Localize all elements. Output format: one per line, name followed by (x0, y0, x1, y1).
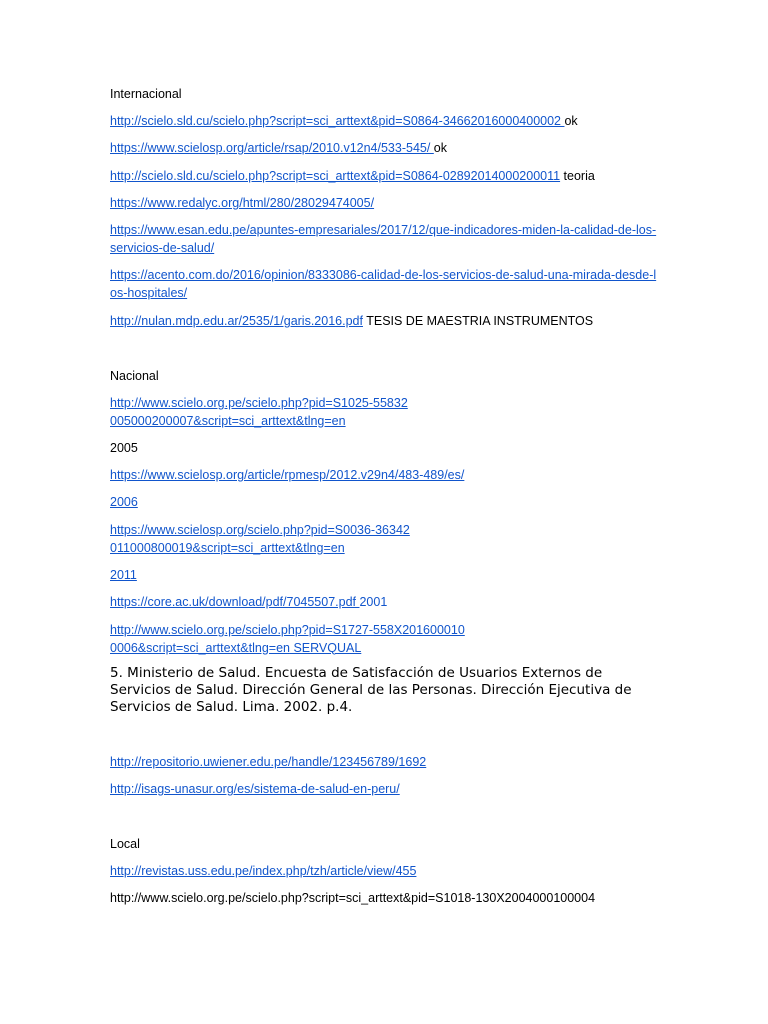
intl-link-1[interactable]: http://scielo.sld.cu/scielo.php?script=sci_arttext&pid=S0864-34662016000400002 (110, 114, 565, 128)
intl-entry-2 (110, 140, 660, 158)
nac-link-2[interactable]: https://www.scielosp.org/article/rpmesp/2012.v29n4/483-489/es/ (110, 468, 465, 482)
intl-note-2: ok (433, 141, 447, 155)
nac-link-1[interactable]: http://www.scielo.org.pe/scielo.php?pid=S1025-55832005000200007&script=sci_arttext&tlng=en (110, 396, 408, 428)
intl-entry-1 (110, 113, 660, 131)
nac-entry-5 (110, 622, 470, 657)
nac-entry-2 (110, 467, 660, 485)
local-entry-1 (110, 863, 660, 881)
intl-note-7: TESIS DE MAESTRIA INSTRUMENTOS (362, 314, 594, 328)
nac-year-4: 2001 (359, 595, 388, 609)
intl-link-3[interactable]: http://scielo.sld.cu/scielo.php?script=sci_arttext&pid=S0864-02892014000200011 (110, 169, 561, 183)
intl-link-6[interactable]: https://acento.com.do/2016/opinion/8333086-calidad-de-los-servicios-de-salud-una-mirada-desde-los-hospitales/ (110, 268, 657, 300)
intl-note-3: teoria (560, 169, 595, 183)
nac-entry-7 (110, 781, 660, 799)
nac-link-7[interactable]: http://isags-unasur.org/es/sistema-de-salud-en-peru/ (110, 782, 400, 796)
intl-link-4[interactable]: https://www.redalyc.org/html/280/28029474005/ (110, 196, 375, 210)
nac-year-2 (110, 494, 660, 512)
heading-internacional: Internacional (110, 87, 182, 101)
nac-year-1: 2005 (110, 441, 138, 455)
local-link-1[interactable]: http://revistas.uss.edu.pe/index.php/tzh/article/view/455 (110, 864, 417, 878)
nac-link-4[interactable]: https://core.ac.uk/download/pdf/7045507.pdf (110, 595, 360, 609)
local-plain-url: http://www.scielo.org.pe/scielo.php?script=sci_arttext&pid=S1018-130X2004000100004 (110, 891, 596, 905)
intl-entry-3 (110, 168, 660, 186)
intl-link-7[interactable]: http://nulan.mdp.edu.ar/2535/1/garis.2016.pdf (110, 314, 363, 328)
nac-year-3 (110, 567, 660, 585)
nac-entry-1 (110, 395, 410, 430)
nac-year-2-link[interactable]: 2006 (110, 495, 138, 509)
nac-entry-4 (110, 594, 660, 612)
nac-link-5[interactable]: http://www.scielo.org.pe/scielo.php?pid=S1727-558X2016000100006&script=sci_arttext&tlng=en (110, 623, 465, 655)
intl-link-2[interactable]: https://www.scielosp.org/article/rsap/2010.v12n4/533-545/ (110, 141, 434, 155)
intl-entry-7 (110, 313, 660, 331)
intl-entry-4 (110, 195, 660, 213)
nac-link-5-note[interactable]: SERVQUAL (289, 640, 362, 655)
intl-entry-6 (110, 267, 660, 302)
heading-local: Local (110, 837, 140, 851)
intl-note-1: ok (564, 114, 578, 128)
intl-entry-5 (110, 222, 660, 257)
intl-link-5[interactable]: https://www.esan.edu.pe/apuntes-empresariales/2017/12/que-indicadores-miden-la-calidad-de-los-servicios-de-salud/ (110, 223, 657, 255)
nac-link-3[interactable]: https://www.scielosp.org/scielo.php?pid=S0036-36342011000800019&script=sci_arttext&tlng=en (110, 523, 410, 555)
heading-nacional: Nacional (110, 369, 159, 383)
nac-year-3-link[interactable]: 2011 (110, 568, 137, 582)
nac-entry-3 (110, 522, 410, 557)
nac-link-6[interactable]: http://repositorio.uwiener.edu.pe/handle/123456789/1692 (110, 755, 427, 769)
reference-ministerio-salud: 5. Ministerio de Salud. Encuesta de Satisfacción de Usuarios Externos de Servicios de Salud. Dirección General de las Personas. Dirección Ejecutiva de Servicios de Salud. Lima. 2002. p.4. (110, 665, 632, 715)
nac-entry-6 (110, 754, 660, 772)
